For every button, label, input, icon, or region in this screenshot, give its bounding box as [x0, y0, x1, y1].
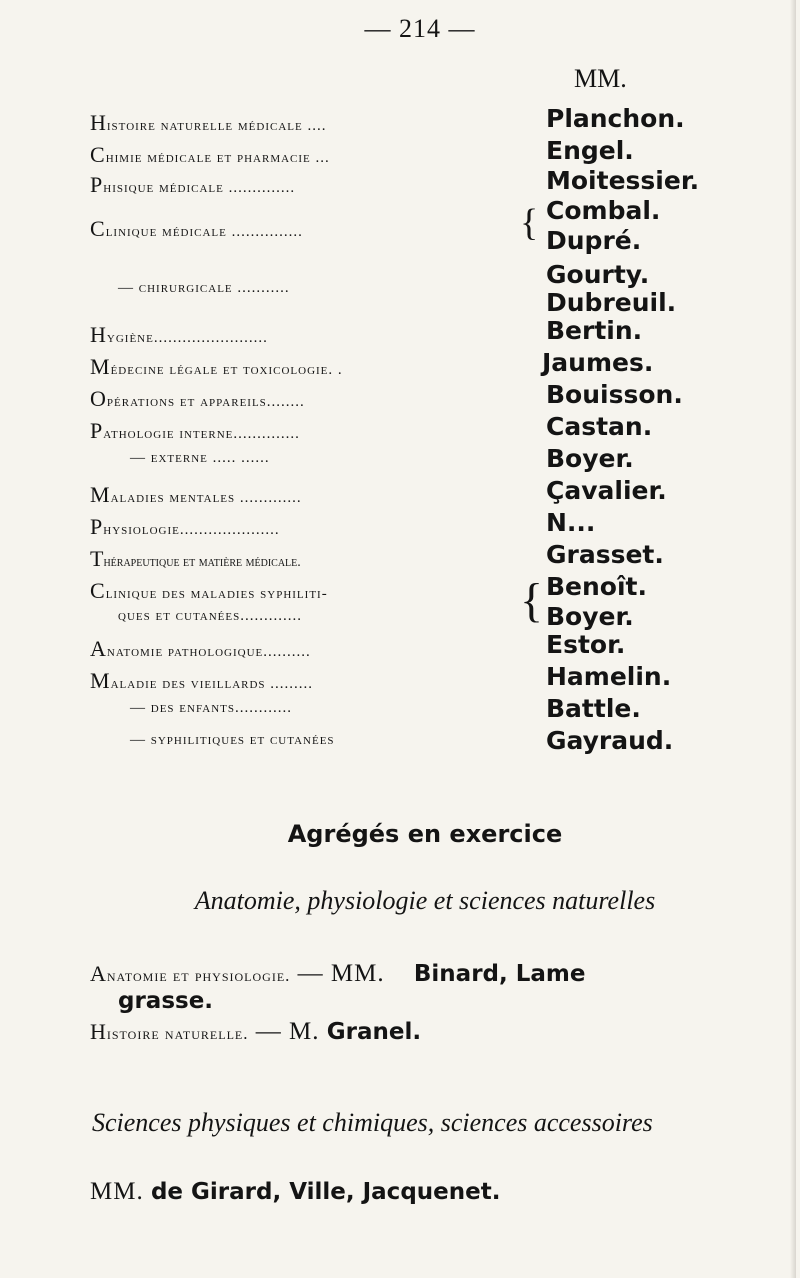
professor-name: Bertin. — [546, 316, 643, 345]
subject-label: Maladies mentales ............. — [90, 482, 302, 507]
brace-mark: { — [520, 202, 539, 244]
subject-label: Clinique médicale ............... — [90, 216, 303, 241]
page-edge-shadow — [790, 0, 796, 1278]
agrege-histoire-line: Histoire naturelle. — M. Granel. — [90, 1018, 422, 1045]
faculty-row — [90, 476, 730, 512]
subject-label: Thérapeutique et matière médicale. — [90, 546, 301, 571]
professor-name: Gourty. — [546, 260, 650, 289]
page-number: — 214 — — [364, 14, 476, 43]
faculty-row — [90, 412, 730, 448]
professor-name: Bouisson. — [546, 380, 683, 409]
professor-name: Combal. — [546, 196, 661, 225]
professor-name: Boyer. — [546, 602, 634, 631]
professor-name: Dupré. — [546, 226, 642, 255]
professor-name: Grasset. — [546, 540, 664, 569]
professor-name: Benoît. — [546, 572, 648, 601]
faculty-row — [90, 196, 730, 255]
subject-label: Opérations et appareils........ — [90, 386, 305, 411]
professor-name: Estor. — [546, 630, 626, 659]
professor-name: Dubreuil. — [546, 288, 677, 317]
faculty-row — [90, 104, 730, 140]
professor-name: Moitessier. — [546, 166, 700, 195]
professor-name: Jaumes. — [542, 348, 654, 377]
subject-label: — externe ..... ...... — [130, 450, 270, 466]
faculty-row — [90, 726, 730, 762]
professor-name: Battle. — [546, 694, 641, 723]
subject-label: Physiologie..................... — [90, 514, 280, 539]
professor-name: Gayraud. — [546, 726, 674, 755]
professor-name: Castan. — [546, 412, 653, 441]
subject-label: Maladie des vieillards ......... — [90, 668, 314, 693]
professor-name: Boyer. — [546, 444, 634, 473]
professor-name: N... — [546, 508, 596, 537]
agrege-sciences-line: MM. de Girard, Ville, Jacquenet. — [90, 1178, 501, 1205]
subsection-sciences-heading: Sciences physiques et chimiques, sciences accessoires — [92, 1108, 653, 1137]
subject-label: Histoire naturelle médicale .... — [90, 110, 327, 135]
subject-label: — syphilitiques et cutanées — [130, 732, 335, 748]
subsection-anatomie-heading: Anatomie, physiologie et sciences naturelles — [194, 886, 656, 915]
subject-label: — des enfants............ — [130, 700, 292, 716]
subject-label: Chimie médicale et pharmacie ... — [90, 142, 330, 167]
agreges-heading: Agrégés en exercice — [287, 820, 563, 848]
subject-label: Médecine légale et toxicologie. . — [90, 354, 343, 379]
brace-mark: { — [520, 574, 544, 627]
professor-name: Hamelin. — [546, 662, 672, 691]
agrege-anatomie-line: Anatomie et physiologie. — MM. Binard, Lame — [90, 960, 586, 987]
faculty-row — [90, 572, 730, 638]
subject-label: Hygiène........................ — [90, 322, 268, 347]
subject-label: Phisique médicale .............. — [90, 172, 296, 197]
mm-header: MM. — [574, 64, 627, 93]
professor-name: Planchon. — [546, 104, 685, 133]
professor-name: Engel. — [546, 136, 634, 165]
subject-label-continued: ques et cutanées............. — [118, 608, 302, 624]
subject-label: Pathologie interne.............. — [90, 418, 300, 443]
subject-label: Anatomie pathologique.......... — [90, 636, 311, 661]
professor-name: Çavalier. — [546, 476, 667, 505]
agrege-anatomie-line-continued: grasse. — [118, 988, 214, 1014]
faculty-row — [90, 260, 730, 317]
subject-label: — chirurgicale ........... — [118, 280, 290, 296]
subject-label: Clinique des maladies syphiliti- — [90, 578, 328, 603]
